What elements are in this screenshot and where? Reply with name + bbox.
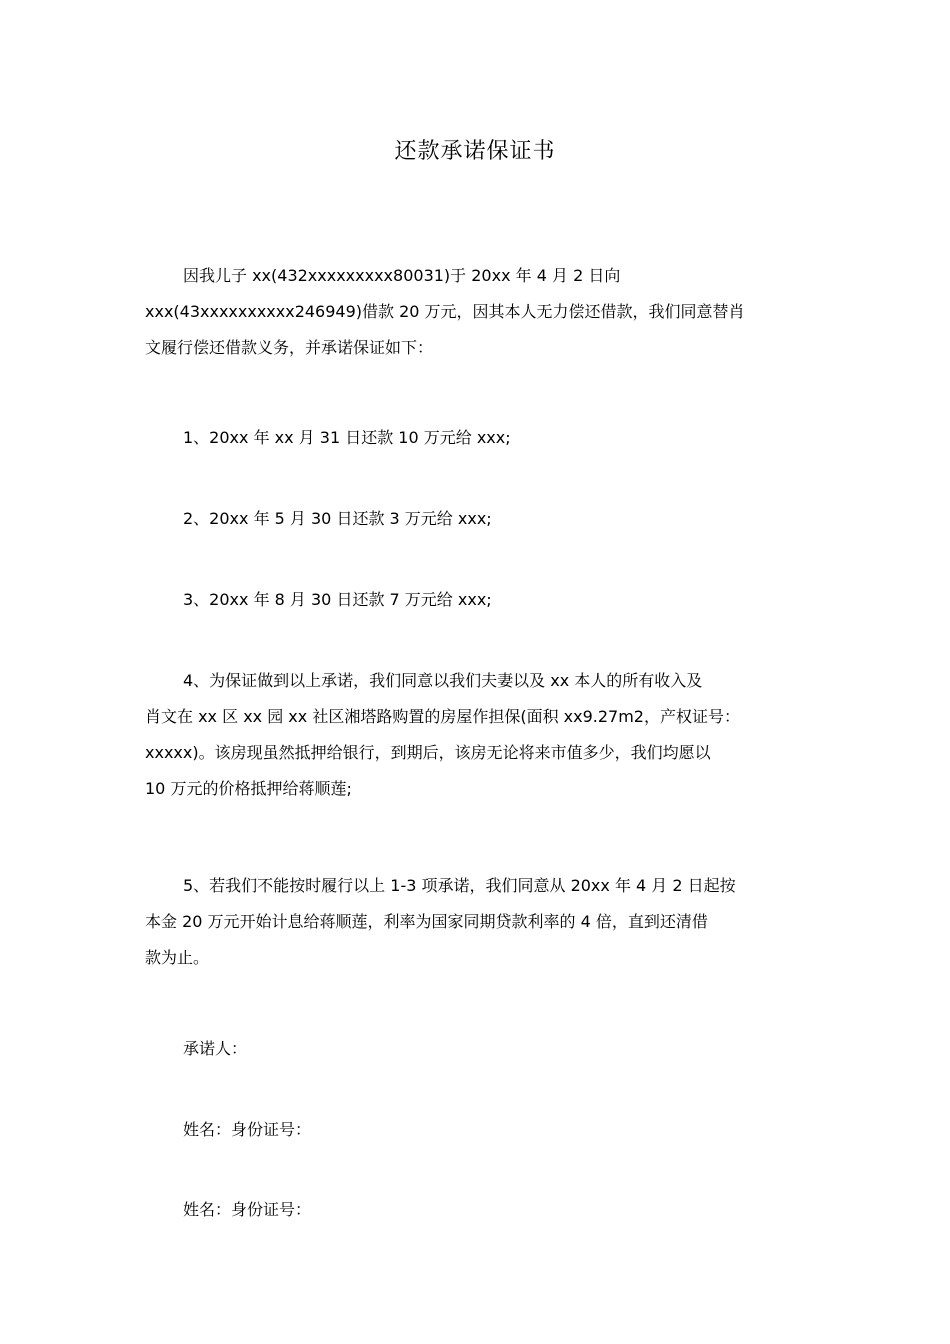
promise-item-2-text: 2、20xx 年 5 月 30 日还款 3 万元给 xxx; bbox=[183, 509, 492, 528]
intro-line-2: xxx(43xxxxxxxxxx246949)借款 20 万元，因其本人无力偿还借款，我们同意替肖 bbox=[145, 302, 745, 321]
intro-line-1: 因我儿子 xx(432xxxxxxxxx80031)于 20xx 年 4 月 2 日向 bbox=[183, 266, 621, 285]
signer-2 bbox=[145, 1192, 815, 1228]
promise-item-4-line-2: 肖文在 xx 区 xx 园 xx 社区湘塔路购置的房屋作担保(面积 xx9.27m2，产权证号： bbox=[145, 707, 740, 726]
intro-paragraph bbox=[145, 258, 815, 366]
promise-item-5-line-1: 5、若我们不能按时履行以上 1-3 项承诺，我们同意从 20xx 年 4 月 2 日起按 bbox=[183, 876, 736, 895]
promise-item-4-line-4: 10 万元的价格抵押给蒋顺莲; bbox=[145, 779, 352, 798]
promise-item-2 bbox=[145, 501, 815, 537]
signer-2-text: 姓名：身份证号： bbox=[183, 1200, 312, 1219]
promise-item-5-line-3: 款为止。 bbox=[145, 948, 210, 967]
promise-item-3 bbox=[145, 582, 815, 618]
promise-item-4 bbox=[145, 663, 815, 807]
promise-item-5-line-2: 本金 20 万元开始计息给蒋顺莲，利率为国家同期贷款利率的 4 倍，直到还清借 bbox=[145, 912, 708, 931]
promisor-section bbox=[145, 1031, 815, 1067]
signer-1-text: 姓名：身份证号： bbox=[183, 1120, 312, 1139]
promise-item-3-text: 3、20xx 年 8 月 30 日还款 7 万元给 xxx; bbox=[183, 590, 492, 609]
promise-item-1 bbox=[145, 420, 815, 456]
signer-1 bbox=[145, 1112, 815, 1148]
promisor-label: 承诺人： bbox=[183, 1039, 248, 1058]
promise-item-4-line-3: xxxxx)。该房现虽然抵押给银行，到期后，该房无论将来市值多少，我们均愿以 bbox=[145, 743, 711, 762]
promise-item-5 bbox=[145, 868, 815, 976]
document-title: 还款承诺保证书 bbox=[394, 139, 556, 164]
promise-item-1-text: 1、20xx 年 xx 月 31 日还款 10 万元给 xxx; bbox=[183, 428, 511, 447]
promise-item-4-line-1: 4、为保证做到以上承诺，我们同意以我们夫妻以及 xx 本人的所有收入及 bbox=[183, 671, 703, 690]
intro-line-3: 文履行偿还借款义务，并承诺保证如下： bbox=[145, 338, 434, 357]
